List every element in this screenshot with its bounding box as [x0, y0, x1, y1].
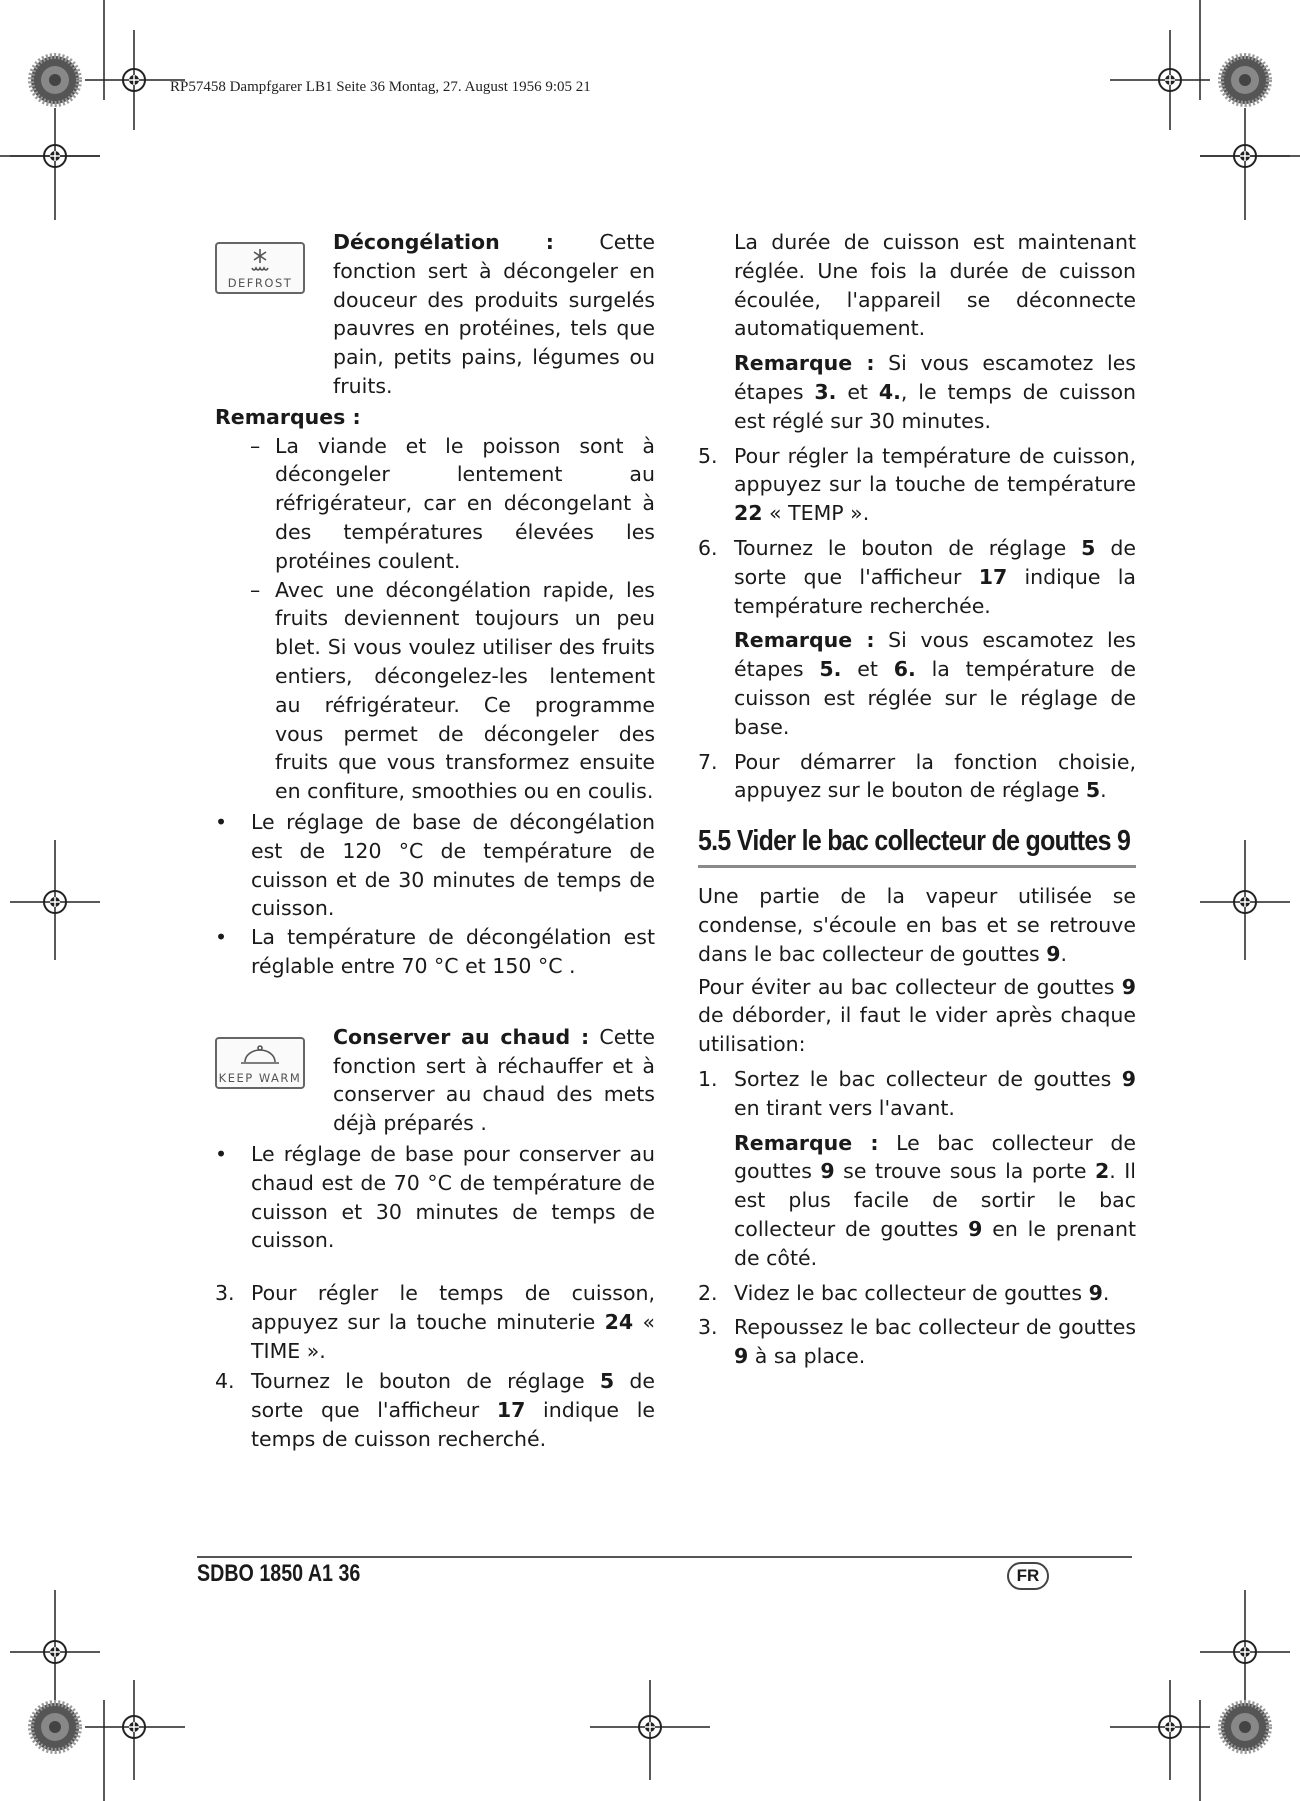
left-column	[215, 228, 655, 1454]
section-rule	[698, 865, 1136, 868]
step-3-drip: 3. Repoussez le bac collecteur de gouttes 9 à sa place.	[698, 1315, 1136, 1369]
note-remark: Remarque : Si vous escamotez les étapes 3. et 4., le temps de cuisson est réglé sur 30 minutes.	[734, 351, 1136, 433]
note-remark: Remarque : Si vous escamotez les étapes 5. et 6. la température de cuisson est réglée sur le réglage de base.	[734, 628, 1136, 739]
language-badge: FR	[1007, 1562, 1049, 1590]
step-3: 3. Pour régler le temps de cuisson, appuyez sur la touche minuterie 24 « TIME ».	[215, 1281, 655, 1363]
step-6: 6. Tournez le bouton de réglage 5 de sorte que l'afficheur 17 indique la température recherchée.	[698, 535, 1136, 618]
remark-item: – La viande et le poisson sont à décongeler lentement au réfrigérateur, car en décongelant à des températures élevées les protéines coulent.	[250, 433, 655, 573]
snowflake-defrost-icon: DEFROST	[215, 242, 305, 294]
step-4: 4. Tournez le bouton de réglage 5 de sorte que l'afficheur 17 indique le temps de cuisson recherché.	[215, 1369, 655, 1452]
bullet-item: • Le réglage de base pour conserver au chaud est de 70 °C de température de cuisson et 30 minutes de temps de cuisson.	[215, 1141, 655, 1253]
right-column	[698, 228, 1136, 1371]
cloche-keep-warm-icon: KEEP WARM	[215, 1037, 305, 1089]
paragraph: Une partie de la vapeur utilisée se condense, s'écoule en bas et se retrouve dans le bac collecteur de gouttes 9.	[698, 884, 1136, 966]
keep-warm-description: Conserver au chaud : Cette fonction sert à réchauffer et à conserver au chaud des mets déjà préparés .	[333, 1024, 655, 1136]
print-slug: RP57458 Dampfgarer LB1 Seite 36 Montag, 27. August 1956 9:05 21	[170, 79, 591, 95]
footer-model: SDBO 1850 A1 36	[197, 1560, 361, 1587]
section-title: 5.5 Vider le bac collecteur de gouttes 9	[698, 825, 1131, 858]
defrost-description: Décongélation : Cette fonction sert à décongeler en douceur des produits surgelés pauvres en protéines, tels que pain, petits pains, légumes ou fruits.	[333, 230, 655, 398]
keep-warm-block	[215, 1023, 655, 1138]
remarks-heading: Remarques :	[215, 404, 361, 429]
step-2: 2. Videz le bac collecteur de gouttes 9.	[698, 1280, 1110, 1305]
note-remark: Remarque : Le bac collecteur de gouttes 9 se trouve sous la porte 2. Il est plus facile de sortir le bac collecteur de gouttes 9 en le prenant de côté.	[734, 1130, 1137, 1270]
paragraph: Pour éviter au bac collecteur de gouttes 9 de déborder, il faut le vider après chaque utilisation:	[698, 974, 1136, 1057]
step-5: 5. Pour régler la température de cuisson, appuyez sur la touche de température 22 « TEMP ».	[698, 443, 1136, 526]
footer-rule	[197, 1556, 1132, 1558]
step-7: 7. Pour démarrer la fonction choisie, appuyez sur le bouton de réglage 5.	[698, 749, 1136, 803]
defrost-block	[215, 228, 655, 401]
intro-text: La durée de cuisson est maintenant réglée. Une fois la durée de cuisson écoulée, l'appareil se déconnecte automatiquement.	[734, 230, 1136, 341]
step-1: 1. Sortez le bac collecteur de gouttes 9 en tirant vers l'avant.	[698, 1066, 1136, 1120]
bullet-item: • Le réglage de base de décongélation est de 120 °C de température de cuisson et de 30 minutes de temps de cuisson.	[215, 809, 655, 921]
remark-item: – Avec une décongélation rapide, les fruits deviennent toujours un peu blet. Si vous voulez utiliser des fruits entiers, décongelez-les lentement au réfrigérateur. Ce programme vous permet de décongeler des fruits que vous transformez ensuite en confiture, smoothies ou en coulis.	[250, 577, 655, 804]
bullet-item: • La température de décongélation est réglable entre 70 °C et 150 °C .	[215, 925, 655, 978]
